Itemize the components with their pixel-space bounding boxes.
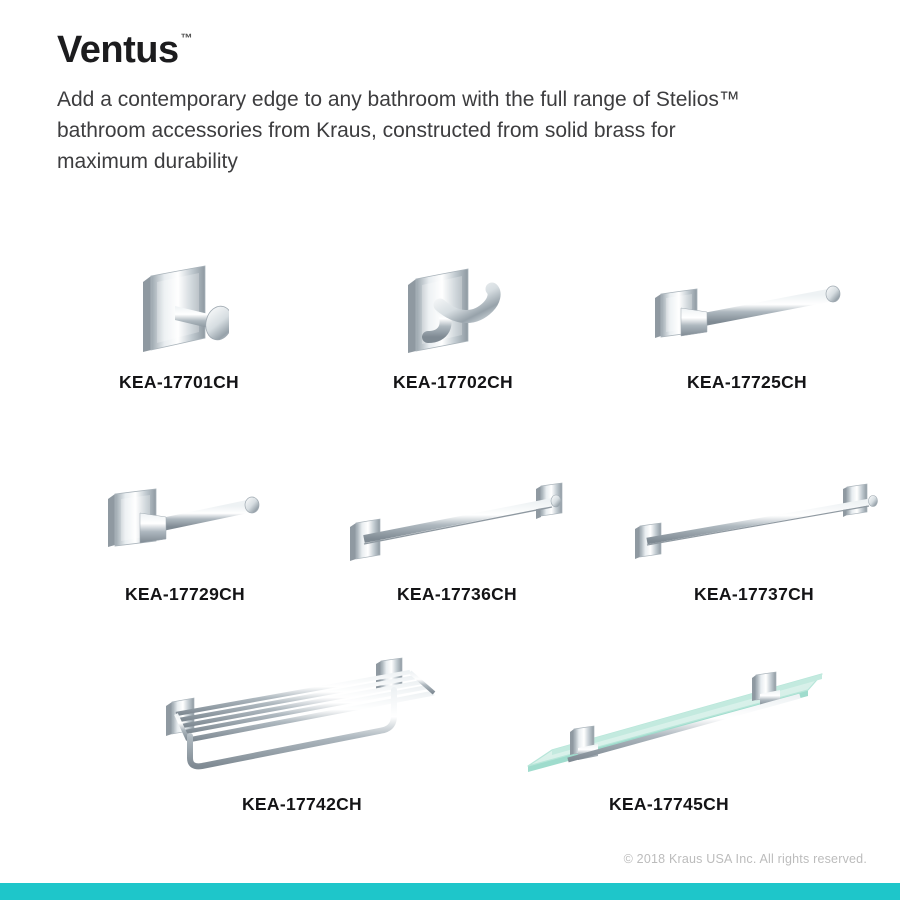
- brand-name: Ventus: [57, 29, 179, 71]
- towel-bar-image: [340, 477, 575, 565]
- page-title: [57, 30, 857, 72]
- product-model-label: KEA-17701CH: [118, 372, 239, 392]
- product-image-box: [333, 254, 573, 368]
- brand-color-bar: [0, 883, 900, 900]
- product-kea-17701ch: [59, 254, 299, 393]
- product-kea-17729ch: [65, 462, 305, 605]
- product-kea-17737ch: [624, 462, 884, 605]
- toilet-paper-holder-image: [100, 479, 270, 564]
- copyright-text: © 2018 Kraus USA Inc. All rights reserved.: [623, 852, 867, 866]
- description: [57, 84, 857, 177]
- description-line: bathroom accessories from Kraus, constructed from solid brass for: [57, 118, 676, 142]
- trademark-symbol: ™: [180, 31, 193, 45]
- product-model-label: KEA-17702CH: [392, 372, 513, 392]
- towel-ring-bar-image: [647, 276, 847, 346]
- product-image-box: [612, 254, 882, 368]
- product-image-box: [65, 462, 305, 580]
- double-robe-hook-image: [396, 259, 511, 364]
- towel-rack-shelf-image: [160, 656, 445, 784]
- description-line: Add a contemporary edge to any bathroom with the full range of Stelios™: [57, 87, 740, 111]
- product-kea-17736ch: [337, 462, 577, 605]
- product-image-box: [152, 650, 452, 790]
- header: [57, 30, 857, 177]
- product-model-label: KEA-17729CH: [124, 584, 245, 604]
- product-model-label: KEA-17737CH: [693, 584, 814, 604]
- product-image-box: [624, 462, 884, 580]
- product-kea-17745ch: [504, 650, 834, 815]
- product-model-label: KEA-17725CH: [686, 372, 807, 392]
- robe-hook-image: [129, 256, 229, 366]
- product-model-label: KEA-17742CH: [241, 794, 362, 814]
- long-towel-bar-image: [627, 481, 882, 561]
- product-model-label: KEA-17745CH: [608, 794, 729, 814]
- product-image-box: [504, 650, 834, 790]
- product-image-box: [337, 462, 577, 580]
- product-kea-17725ch: [612, 254, 882, 393]
- product-kea-17742ch: [152, 650, 452, 815]
- glass-shelf-image: [512, 656, 827, 784]
- product-image-box: [59, 254, 299, 368]
- product-kea-17702ch: [333, 254, 573, 393]
- description-line: maximum durability: [57, 149, 238, 173]
- product-model-label: KEA-17736CH: [396, 584, 517, 604]
